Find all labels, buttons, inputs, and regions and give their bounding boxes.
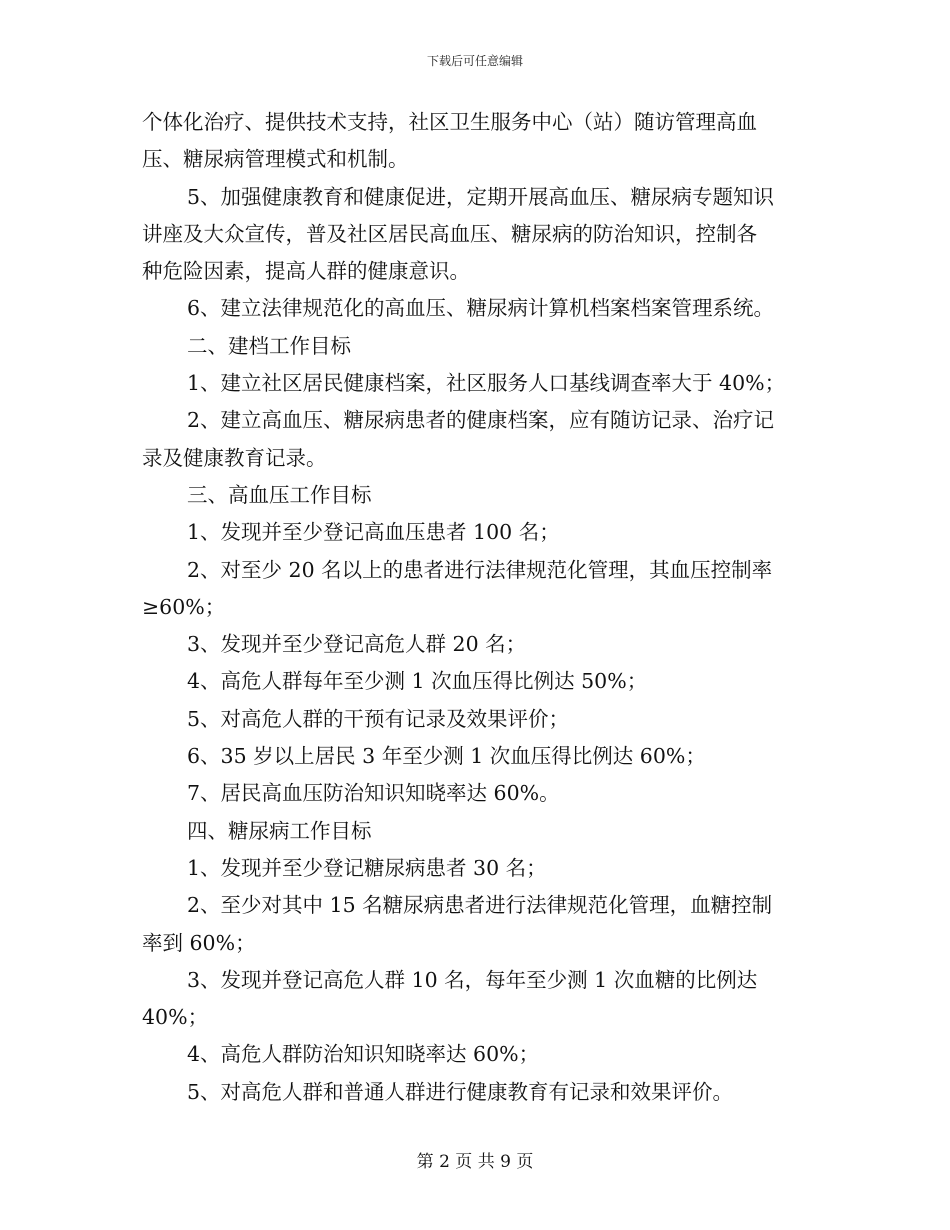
text-line: 6、35 岁以上居民 3 年至少测 1 次血压得比例达 60%；	[187, 744, 706, 769]
page-number: 第 2 页 共 9 页	[416, 1152, 534, 1172]
text-line: 2、对至少 20 名以上的患者进行法律规范化管理，其血压控制率	[187, 557, 773, 582]
text-line: 40%；	[142, 1005, 209, 1030]
text-line: 二、建档工作目标	[187, 333, 351, 358]
text-line: 压、糖尿病管理模式和机制。	[142, 147, 409, 172]
text-line: 4、高危人群每年至少测 1 次血压得比例达 50%；	[187, 669, 648, 694]
text-line: 三、高血压工作目标	[187, 482, 372, 507]
text-line: 录及健康教育记录。	[142, 445, 327, 470]
text-line: 四、糖尿病工作目标	[187, 818, 372, 843]
text-line: 讲座及大众宣传，普及社区居民高血压、糖尿病的防治知识，控制各	[142, 221, 757, 246]
text-line: ≥60%；	[142, 594, 226, 619]
text-line: 4、高危人群防治知识知晓率达 60%；	[187, 1042, 540, 1067]
text-line: 7、居民高血压防治知识知晓率达 60%。	[187, 781, 560, 806]
text-line: 3、发现并登记高危人群 10 名，每年至少测 1 次血糖的比例达	[187, 967, 758, 992]
text-line: 率到 60%；	[142, 930, 256, 955]
text-line: 1、发现并至少登记糖尿病患者 30 名；	[187, 855, 547, 880]
text-line: 5、对高危人群的干预有记录及效果评价；	[187, 706, 570, 731]
text-line: 种危险因素，提高人群的健康意识。	[142, 259, 470, 284]
text-line: 2、至少对其中 15 名糖尿病患者进行法律规范化管理，血糖控制	[187, 893, 773, 918]
page-header: 下载后可任意编辑	[426, 54, 523, 68]
text-line: 3、发现并至少登记高危人群 20 名；	[187, 632, 527, 657]
text-line: 6、建立法律规范化的高血压、糖尿病计算机档案档案管理系统。	[187, 296, 775, 321]
text-line: 个体化治疗、提供技术支持，社区卫生服务中心（站）随访管理高血	[142, 110, 757, 134]
text-line: 1、发现并至少登记高血压患者 100 名；	[187, 520, 560, 545]
text-line: 1、建立社区居民健康档案，社区服务人口基线调查率大于 40%；	[187, 371, 786, 396]
text-line: 5、加强健康教育和健康促进，定期开展高血压、糖尿病专题知识	[187, 184, 775, 209]
document-body	[142, 104, 810, 1111]
text-line: 2、建立高血压、糖尿病患者的健康档案，应有随访记录、治疗记	[187, 408, 775, 433]
text-line: 5、对高危人群和普通人群进行健康教育有记录和效果评价。	[187, 1079, 734, 1104]
